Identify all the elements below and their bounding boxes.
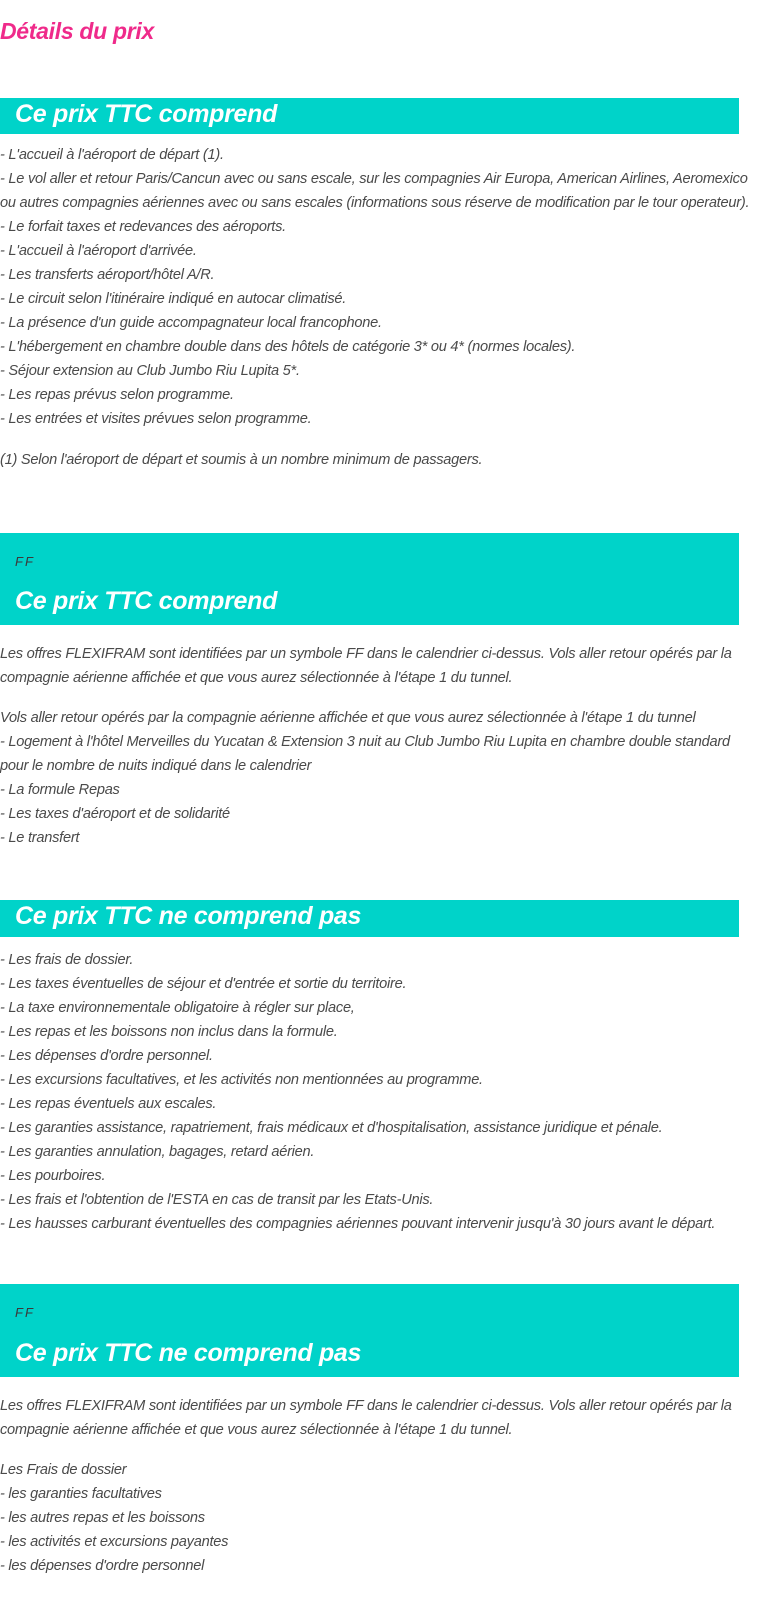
list-item: - Les dépenses d'ordre personnel. (0, 1048, 213, 1064)
list-item: Les Frais de dossier (0, 1462, 127, 1478)
list-item: - Les taxes d'aéroport et de solidarité (0, 806, 230, 822)
excludes-list (0, 948, 750, 1236)
ff-symbol: FF (15, 554, 35, 569)
intro-line: Les offres FLEXIFRAM sont identifiées par un symbole FF dans le calendrier ci-dessus. Vols aller retour opérés par la (0, 646, 732, 662)
list-item: - L'hébergement en chambre double dans des hôtels de catégorie 3* ou 4* (normes locales). (0, 339, 576, 355)
list-item: - Les entrées et visites prévues selon programme. (0, 411, 312, 427)
page-title: Détails du prix (0, 18, 154, 44)
list-item: - les garanties facultatives (0, 1486, 162, 1502)
list-item: Vols aller retour opérés par la compagnie aérienne affichée et que vous aurez sélectionnée à l'étape 1 du tunnel (0, 710, 696, 726)
list-item: - Le transfert (0, 830, 80, 846)
intro-line: Les offres FLEXIFRAM sont identifiées par un symbole FF dans le calendrier ci-dessus. Vols aller retour opérés par la (0, 1398, 732, 1414)
list-item: ou autres compagnies aériennes avec ou sans escales (informations sous réserve de modification par le tour operateur). (0, 195, 750, 211)
list-item: - Les frais de dossier. (0, 952, 134, 968)
includes-footnote (0, 448, 750, 472)
excludes-heading: Ce prix TTC ne comprend pas (15, 902, 362, 930)
excludes-header-band (0, 900, 739, 937)
includes-list (0, 143, 750, 431)
list-item: - Les excursions facultatives, et les activités non mentionnées au programme. (0, 1072, 483, 1088)
ff-symbol: FF (15, 1305, 35, 1320)
ff-includes-intro (0, 642, 750, 690)
ff-excludes-intro (0, 1394, 750, 1442)
list-item: - Les pourboires. (0, 1168, 106, 1184)
list-item: - Les hausses carburant éventuelles des compagnies aériennes pouvant intervenir jusqu'à 30 jours avant le départ. (0, 1216, 716, 1232)
list-item: - Les repas prévus selon programme. (0, 387, 234, 403)
footnote-text: (1) Selon l'aéroport de départ et soumis à un nombre minimum de passagers. (0, 452, 483, 468)
list-item: - La formule Repas (0, 782, 120, 798)
list-item: - Le forfait taxes et redevances des aéroports. (0, 219, 286, 235)
ff-excludes-header-band (0, 1284, 739, 1377)
list-item: - Séjour extension au Club Jumbo Riu Lupita 5*. (0, 363, 300, 379)
includes-heading: Ce prix TTC comprend (15, 100, 278, 128)
list-item: - La taxe environnementale obligatoire à régler sur place, (0, 1000, 355, 1016)
includes-header-band (0, 98, 739, 134)
list-item: - Logement à l'hôtel Merveilles du Yucatan & Extension 3 nuit au Club Jumbo Riu Lupita en chambre double standard (0, 734, 730, 750)
list-item: - L'accueil à l'aéroport de départ (1). (0, 147, 224, 163)
list-item: - les activités et excursions payantes (0, 1534, 229, 1550)
list-item: - Les repas éventuels aux escales. (0, 1096, 217, 1112)
list-item: - Le circuit selon l'itinéraire indiqué en autocar climatisé. (0, 291, 347, 307)
list-item: - Le vol aller et retour Paris/Cancun avec ou sans escale, sur les compagnies Air Europa, American Airlines, Aeromexico (0, 171, 748, 187)
ff-includes-header-band (0, 533, 739, 625)
ff-excludes-list (0, 1458, 750, 1578)
list-item: pour le nombre de nuits indiqué dans le calendrier (0, 758, 312, 774)
ff-includes-heading: Ce prix TTC comprend (15, 587, 278, 615)
list-item: - les autres repas et les boissons (0, 1510, 205, 1526)
list-item: - les dépenses d'ordre personnel (0, 1558, 205, 1574)
list-item: - L'accueil à l'aéroport d'arrivée. (0, 243, 197, 259)
list-item: - Les taxes éventuelles de séjour et d'entrée et sortie du territoire. (0, 976, 407, 992)
intro-line: compagnie aérienne affichée et que vous aurez sélectionnée à l'étape 1 du tunnel. (0, 670, 513, 686)
list-item: - Les garanties assistance, rapatriement, frais médicaux et d'hospitalisation, assistance juridique et pénale. (0, 1120, 663, 1136)
intro-line: compagnie aérienne affichée et que vous aurez sélectionnée à l'étape 1 du tunnel. (0, 1422, 513, 1438)
ff-includes-list (0, 706, 750, 850)
list-item: - Les garanties annulation, bagages, retard aérien. (0, 1144, 315, 1160)
list-item: - Les transferts aéroport/hôtel A/R. (0, 267, 215, 283)
list-item: - Les frais et l'obtention de l'ESTA en cas de transit par les Etats-Unis. (0, 1192, 434, 1208)
ff-excludes-heading: Ce prix TTC ne comprend pas (15, 1339, 362, 1367)
list-item: - La présence d'un guide accompagnateur local francophone. (0, 315, 382, 331)
list-item: - Les repas et les boissons non inclus dans la formule. (0, 1024, 338, 1040)
